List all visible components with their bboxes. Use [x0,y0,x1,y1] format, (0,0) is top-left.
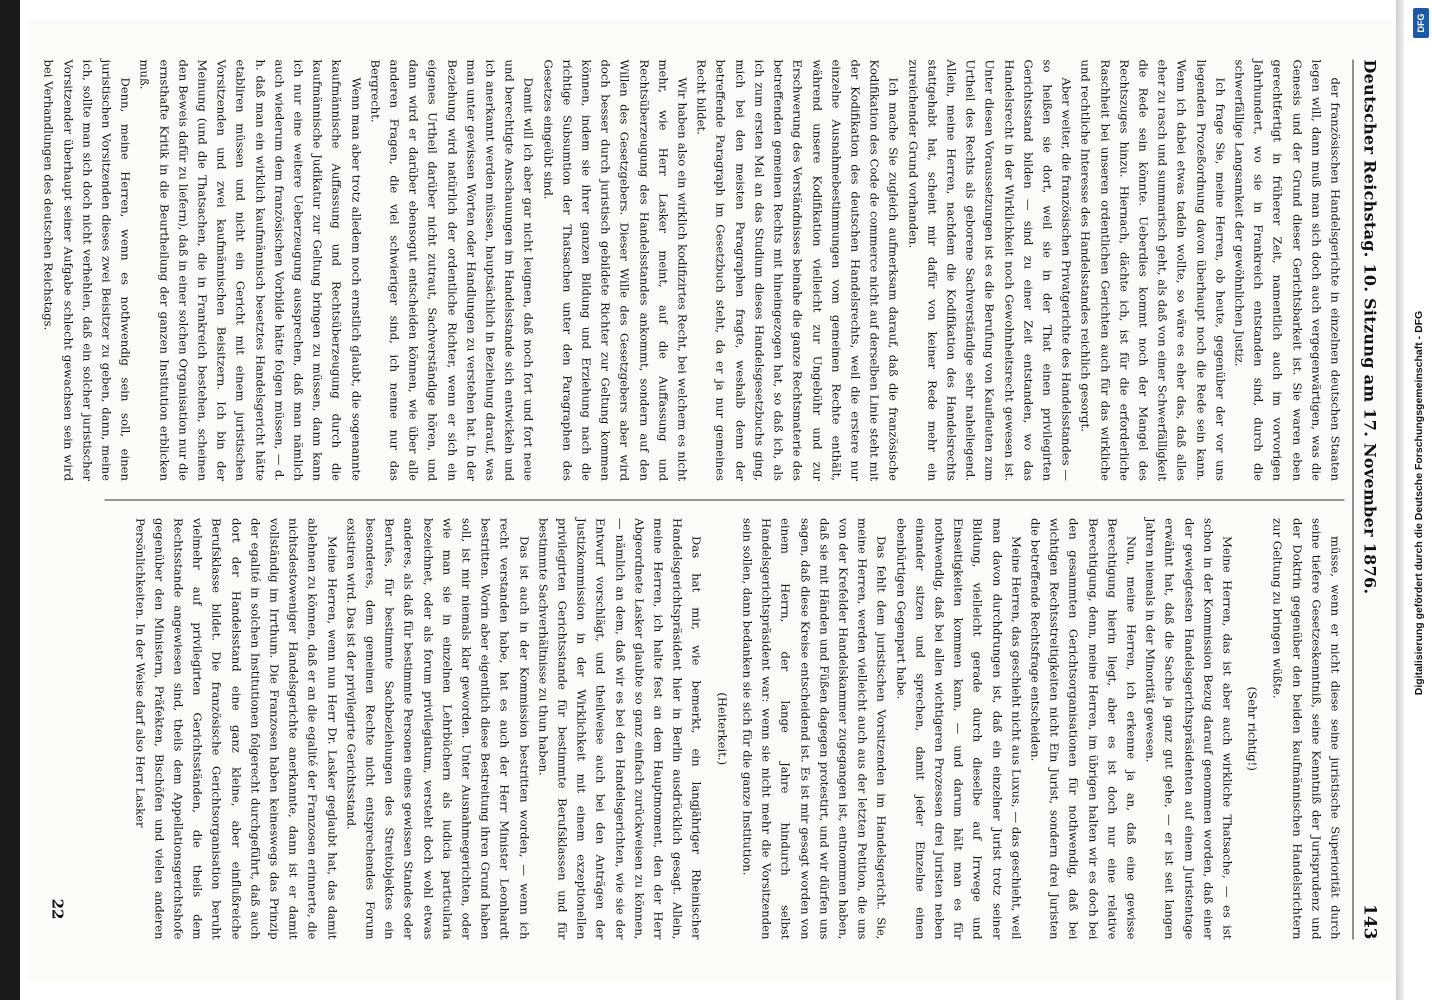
dfg-watermark [1410,8,1428,998]
running-title: Deutscher Reichstag. 10. Sitzung am 17. November 1876. [1360,59,1380,595]
paragraph: Meine Herren, das ist aber auch wirkliche Thatsache, — es ist schon in der Kommission Bezug darauf genommen worden, daß einer der gewiegtesten Handelsgerichtspräsidenten auf einem Juristentage erwähnt hat, daß die Sache ja ganz gut gehe, — er ist seit langen Jahren niemals in der Minorität gewesen. [1143,518,1235,940]
scanned-page [29,20,1404,980]
paragraph: Meine Herren, das geschieht nicht aus Luxus, — das geschieht, weil man davon durchdrungen ist, daß ein einzelner Jurist trotz seiner Bildung, vielleicht gerade durch dieselbe auf Irrwege und Einseitigkeiten kommen kann, — und darum hält man es für nothwendig, daß bei allen wichtigeren Prozessen drei Juristen neben einander sitzen und sprechen, damit jeder Einzelne einen ebenbürtigen Gegenpart habe. [894,518,1024,940]
paragraph: Ich frage Sie, meine Herren, ob heute, gegenüber der vor uns liegenden Prozeßordnung davon überhaupt noch die Rede sein kann. Wenn ich dabei etwas tadeln wollte, so wäre es eher das, daß alles eher zu rasch und summarisch geht, als daß von einer Schwerfälligkeit die Rede sein könnte. Ueberdies kommt noch der Mangel des Rechtszuges hinzu. Hiernach, dächte ich, ist für die erforderliche Raschheit bei unseren ordentlichen Gerichten auch für das wirkliche und rechtliche Interesse des Handelsstandes reichlich gesorgt. [1078,59,1228,481]
signature-number: 22 [48,898,67,920]
paragraph: Ich mache Sie zugleich aufmerksam darauf, daß die französische Kodifikation des Code de commerce nicht auf derselben Linie steht mit der Kodifikation des deutschen Handelsrechts, weil die erstere nur einzelne Ausnahmebestimmungen vom gemeinen Rechte enthält, während unsere Kodifikation vielleicht zur Ungebühr und zur Erschwerung des Verständnisses beinahe die ganze Rechtsmaterie des betreffenden gemeinen Rechts mit hineingezogen hat, so daß ich, als ich zum ersten Mal an das Studium dieses Handelsgesetzbuchs ging, mich bei den meisten Paragraphen fragte, weshalb denn der betreffende Paragraph im Gesetzbuch steht, da er ja nur gemeines Recht bildet. [694,59,901,481]
paragraph: müsse, wenn er nicht diese seine juristische Superiorität durch seine tiefere Gesetzeskenntniß, seine Kenntniß der Jurisprudenz und der Doktrin gegenüber den beiden kaufmännischen Handelsrichtern zur Geltung zu bringen wüßte. [1270,518,1343,940]
paragraph: Aber weiter, die französischen Privatgerichte des Handelsstandes — so heißen sie dort, weil sie in der That einen privilegirten Gerichtsstand bilden — sind zu einer Zeit entstanden, wo das Handelsrecht in der Wirklichkeit noch Gewohnheitsrecht gewesen ist. Unter diesen Voraussetzungen ist es die Berufung von Kaufleuten zum Urtheil des Rechts als geborene Sachverständige sehr naheliegend. Allein, meine Herren, nachdem die Kodifikation des Handelsrechts stattgehabt hat, scheint mir dafür von keiner Rede mehr ein zureichender Grund vorhanden. [906,59,1074,481]
page-number: 143 [1359,904,1380,940]
paragraph: Das fehlt dem juristischen Vorsitzenden im Handelsgericht. Sie, meine Herren, werden vielleicht auch aus der letzten Petition, die uns von der Krefelder Handelskammer zugegangen ist, entnommen haben, daß sie mit Händen und Füßen dagegen protestirt, und wir dürfen uns sagen, daß diese Kreise entscheidend ist. Es ist mir gesagt worden von einem Herrn, der lange Jahre hindurch selbst Handelsgerichtspräsident war: wenn sie nicht mehr die Vorsitzenden sein sollen, dann bedanken sie sich für die ganze Institution. [740,518,889,940]
paragraph: Damit will ich aber gar nicht leugnen, daß noch fort und fort neue und berechtigte Anschauungen im Handelsstande sich entwickeln und ich anerkannt werden müssen, hauptsächlich in Beziehung darauf, was man unter gewissen Worten oder Handlungen zu verstehen hat. In der Beziehung wird natürlich der ordentliche Richter, wenn er sich ein eigenes Urtheil darüber nicht zutraut, Sachverständige hören, und dann wird er darüber ebensogut entscheiden können, wie über alle anderen Fragen, die viel schwieriger sind, ich nenne nur das Bergrecht. [368,59,536,481]
left-column [41,59,1345,482]
running-head [1353,60,1380,940]
paragraph: Nun, meine Herren, ich erkenne ja an, daß eine gewisse Berechtigung hierin liegt, aber es ist doch nur eine relative Berechtigung, denn, meine Herren, im übrigen halten wir es doch bei den gesammten Gerichtsorganisationen für nothwendig, daß bei wichtigen Rechtsstreitigkeiten nicht Ein Jurist, sondern drei Juristen die betreffende Rechtsfrage entscheiden. [1028,518,1139,940]
paragraph: Das ist auch in der Kommission bestritten worden, — wenn ich recht verstanden habe, hat es auch der Herr Minister Leonhardt bestritten. Worin aber eigentlich diese Bestreitung ihren Grund haben soll, ist mir niemals klar geworden. Unter Ausnahmegerichten, oder wie man sie in einzelnen Lehrbüchern als iudicia particularia bezeichnet, oder als forum privilegiatum, versteht doch wohl etwas anderes, als daß für bestimmte Personen eines gewissen Standes oder Berufes, für bestimmte Sachbeziehungen des Streitobjektes ein besonderes, dem gemeinen Rechte nicht entsprechendes Forum existiren wird. Das ist der privilegirte Gerichtsstand. [344,518,532,940]
paragraph: der französischen Handelsgerichte in einzelnen deutschen Staaten legen will, dann muß man sich doch auch vergegenwärtigen, was die Genesis und der Grund dieser Gerichtsbarkeit ist. Sie waren eben gerechtfertigt in früherer Zeit, namentlich auch im vorvorigen Jahrhundert, wo sie in Frankreich entstanden sind, durch die schwerfällige Langsamkeit der gewöhnlichen Justiz. [1232,59,1343,481]
paragraph: Meine Herren, wenn nun Herr Dr. Lasker geglaubt hat, das damit ablehnen zu können, daß er an die egalité der Franzosen erinnerte, die nichtsdestoweniger Handelsgerichte anerkannte, dann ist er damit vollständig im Irrthum. Die Franzosen haben keineswegs das Prinzip der egalité in solchen Institutionen folgerecht durchgeführt, daß auch dort der Handelsstand eine ganz kleine, aber einflußreiche Berufsklasse bildet. Die französische Gerichtsorganisation beruht vielmehr auf privilegirten Gerichtsständen, die theils dem Rechtsstande angewiesen sind, theils dem Appellationsgerichtshofe gegenüber den Ministern, Präfekten, Bischöfen und vielen anderen Persönlichkeiten. In der Weise darf also Herr Lasker [133,518,340,940]
page-edge-shadow [1396,0,1404,1000]
column-divider [105,499,1345,500]
paragraph: Wenn man aber trotz alledem noch ernstlich glaubt, die sogenannte kaufmännische Auffassung und Rechtsüberzeugung durch die kaufmännische Judikatur zur Geltung bringen zu müssen, dann kann ich nur eine weitere Ueberzeugung aussprechen, daß man nämlich auch wiederum dem französischen Vorbilde hätte folgen müssen, — d. h. daß man ein wirklich kaufmännisch besetztes Handelsgericht hätte etabliren müssen und nicht ein Gericht mit einem juristischen Vorsitzenden und zwei kaufmännischen Beisitzern. Ich bin der Meinung (und die Thatsachen, die in Frankreich bestehen, scheinen den Beweis dafür zu liefern), daß in einer solchen Organisation nur die ernsthafte Kritik in die Beurtheilung der ganzen Institution erblicken muß. [137,59,364,481]
watermark-text: Digitalisierung gefördert durch die Deutsche Forschungsgemeinschaft - DFG [1413,310,1425,696]
scan-bed-edge [0,0,20,1000]
paragraph: (Sehr richtig!) [1245,686,1260,771]
right-column [105,518,1345,940]
paragraph: Das hat mir, wie bemerkt, ein langjähriger Rheinischer Handelsgerichtspräsident hier in Berlin ausdrücklich gesagt. Allein, meine Herren, ich halte fest an dem Hauptmoment, den der Herr Abgeordnete Lasker glaubte so ganz einfach zurückweisen zu können, — nämlich an dem, daß wir es bei den Handelsgerichten, wie sie der Entwurf vorschlägt, und theilweise auch bei den Anträgen der Justizkommission in der Wirklichkeit mit einem exzeptionellen privilegirten Gerichtsstande für bestimmte Berufsklassen und für bestimmte Sachverhältnisse zu thun haben. [536,518,704,940]
dfg-logo-text: DFG [1416,13,1426,33]
paragraph: (Heiterkeit.) [715,692,730,766]
paragraph: Denn, meine Herren, wenn es nothwendig sein soll, einen juristischen Vorsitzenden dieses zwei Beisitzer zu geben, dann, meine ich, sollte man sich doch nicht verhehlen, daß ein solcher juristischer Vorsitzender überhaupt seiner Aufgabe schlecht gewachsen sein wird bei Verhandlungen des deutschen Reichstags. [41,59,133,481]
paragraph: Wir haben also ein wirklich kodifizirtes Recht, bei welchem es nicht mehr, wie Herr Lasker meint, auf die Auffassung und Rechtsüberzeugung des Handelsstandes ankommt, sondern auf den Willen des Gesetzgebers. Dieser Wille des Gesetzgebers aber wird doch besser durch juristisch gebildete Richter zur Geltung kommen können, indem sie ihrer ganzen Bildung und Erziehung nach die richtige Subsumtion der Thatsachen unter den Paragraphen des Gesetzes eingeübt sind. [541,59,690,481]
dfg-logo [1413,8,1429,38]
